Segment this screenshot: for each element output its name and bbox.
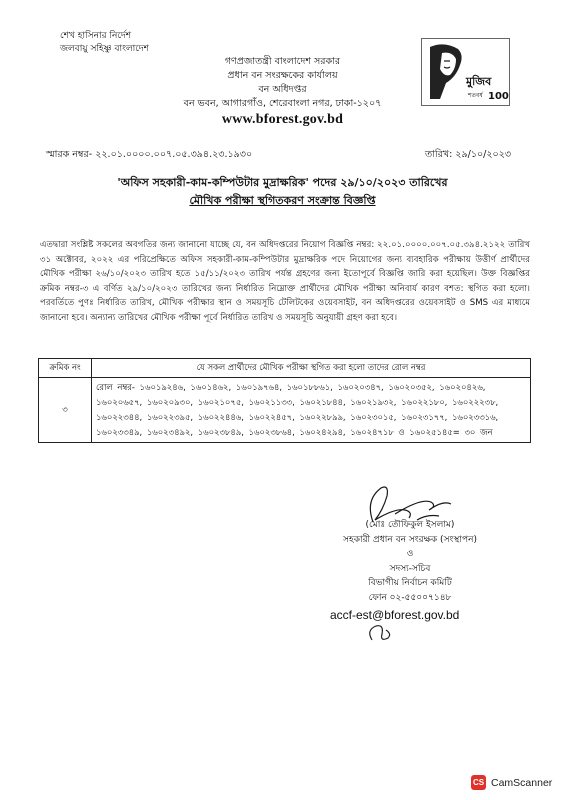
memo-number: স্মারক নম্বর- ২২.০১.০০০০.০০৭.০৫.৩৯৪.২৩.১৯৩০ <box>46 149 253 160</box>
rolls-header: যে সকল প্রার্থীদের মৌখিক পরীক্ষা স্থগিত করা হলো তাদের রোল নম্বর <box>92 359 531 378</box>
logo-subtext: শতবর্ষ <box>468 92 483 99</box>
serial-cell: ৩ <box>39 378 92 443</box>
office-name: প্রধান বন সংরক্ষকের কার্যালয় <box>227 70 338 81</box>
conjunction: ও <box>406 549 414 559</box>
title-line-2: মৌখিক পরীক্ষা স্থগিতকরণ সংক্রান্ত বিজ্ঞপ্তি <box>189 194 376 207</box>
table-row <box>39 378 531 443</box>
serial-header: ক্রমিক নং <box>39 359 92 378</box>
signature-block <box>300 518 520 605</box>
department-name: বন অধিদপ্তর <box>258 84 307 95</box>
mujib-centenary-logo <box>421 38 510 106</box>
email-link[interactable]: accf-est@bforest.gov.bd <box>330 608 460 622</box>
office-address: বন ভবন, আগারগাঁও, শেরেবাংলা নগর, ঢাকা-১২০৭ <box>183 98 382 109</box>
camscanner-watermark <box>471 775 552 790</box>
signatory-name: (মোঃ তৌফিকুল ইসলাম) <box>365 520 455 530</box>
slogan-line-2: জলবায়ু সহিষ্ণু বাংলাদেশ <box>60 44 149 54</box>
notice-title <box>40 174 525 210</box>
committee-name: বিভাগীয় নির্বাচন কমিটি <box>368 578 452 588</box>
postponed-rolls-table <box>38 358 531 443</box>
camscanner-icon: CS <box>471 775 486 790</box>
title-line-1: 'অফিস সহকারী-কাম-কম্পিউটার মুদ্রাক্ষরিক' পদের ২৯/১০/২০২৩ তারিখের <box>117 176 448 189</box>
initial-mark <box>362 618 396 648</box>
logo-text: মুজিব <box>466 75 492 88</box>
signatory-designation: সহকারী প্রধান বন সংরক্ষক (সংস্থাপন) <box>343 534 477 545</box>
website-link[interactable]: www.bforest.gov.bd <box>221 112 344 127</box>
government-name: গণপ্রজাতন্ত্রী বাংলাদেশ সরকার <box>224 56 341 67</box>
camscanner-label: CamScanner <box>491 776 553 789</box>
slogan-line-1: শেখ হাসিনার নির্দেশ <box>60 31 132 41</box>
notice-body: এতদ্বারা সংশ্লিষ্ট সকলের অবগতির জন্য জানানো যাচ্ছে যে, বন অধিদপ্তরের নিয়োগ বিজ্ঞপ্তি নম্বর: ২২.০১.০০০০.০০৭.০৫.৩৯৪.২১২২ তারিখ ৩১ অক্টোবর, ২০২২ এর পরিপ্রেক্ষিতে অফিস সহকারী-কাম-কম্পিউটার মুদ্রাক্ষরিক পদে নিয়োগের জন্য ব্যবহারিক পরীক্ষায় উত্তীর্ণ প্রার্থীদের মৌখিক পরীক্ষা ২৬/১০/২০২৩ তারিখ হতে ১৫/১১/২০২৩ তারিখ পর্যন্ত গ্রহণের জন্য ইতোপূর্বে বিজ্ঞপ্তি জারি করা হয়েছিল। উক্ত বিজ্ঞপ্তির ক্রমিক নম্বর-৩ এ বর্ণিত ২৯/১০/২০২৩ তারিখের জন্য নির্ধারিত নিম্নোক্ত প্রার্থীদের মৌখিক পরীক্ষা অনিবার্য কারণ বশত: স্থগিত করা হলো। পরবর্তিতে পুণঃ নির্ধারিত তারিখ, মৌখিক পরীক্ষার স্থান ও সময়সূচি টেলিটকের ওয়েবসাইট, বন অধিদপ্তরের ওয়েবসাইট ও SMS এর মাধ্যমে জানানো হবে। অন্যান্য তারিখের মৌখিক পরীক্ষা পূর্বে নির্ধারিত তারিখ ও সময়সূচি অনুযায়ী গ্রহণ করা হবে। <box>40 240 530 323</box>
table-header-row <box>39 359 531 378</box>
logo-number: 100 <box>488 91 509 102</box>
portrait-illustration <box>422 39 509 105</box>
memo-date: তারিখ: ২৯/১০/২০২৩ <box>425 149 512 160</box>
slogan-block <box>60 30 200 56</box>
letterhead <box>170 55 395 127</box>
roll-numbers-cell: রোল নম্বর- ১৬০১৯২৪৬, ১৬০১৪৬২, ১৬০১৯৭৬৪, ১৬০১৮৮৬১, ১৬০২০৩৪৭, ১৬০২০৩৫২, ১৬০২০৪২৬, ১৬০২০৬৫৭, ১৬০২০৯৩০, ১৬০২১০৭৫, ১৬০২১১৩৩, ১৬০২১৮৪৪, ১৬০২১৯৩২, ১৬০২২১৮০, ১৬০২২২৩৮, ১৬০২২৩৪৪, ১৬০২২৩৯৫, ১৬০২২৪৪৬, ১৬০২২৪৫৭, ১৬০২২৮৯৯, ১৬০২৩০১৫, ১৬০২৩১৭৭, ১৬০২৩৩১৬, ১৬০২৩৩৪৯, ১৬০২৩৪৯২, ১৬০২৩৮৪৯, ১৬০২৩৮৬৪, ১৬০২৪২৯৪, ১৬০২৪৭১৮ ও ১৬০২৫১৪৫= ৩০ জন <box>92 378 531 443</box>
committee-role: সদস্য-সচিব <box>389 563 431 574</box>
phone-number: ফোন ০২-৫৫০০৭১৪৮ <box>368 592 452 603</box>
